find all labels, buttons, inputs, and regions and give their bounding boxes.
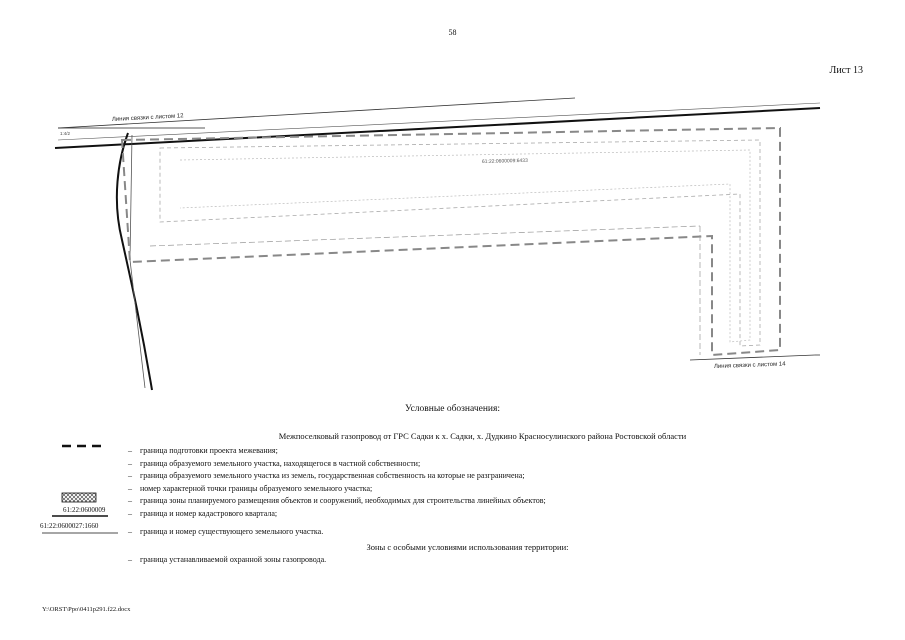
parcel-boundary-inner <box>160 140 760 346</box>
link-line-12 <box>58 98 575 128</box>
sheet-label: Лист 13 <box>829 65 863 76</box>
legend-item: – граница образуемого земельного участка из земель, государственная собственность на которые не разграничена; <box>128 471 525 480</box>
legend-item: – граница зоны планируемого размещения объектов и сооружений, необходимых для строительства линейных объектов; <box>128 496 546 505</box>
legend-item: – граница образуемого земельного участка, находящегося в частной собственности; <box>128 459 421 468</box>
page-number: 58 <box>448 28 457 37</box>
parcel-symbol-line <box>40 531 120 535</box>
link-line-14-label: Линия связки с листом 14 <box>713 361 786 370</box>
link-line-14 <box>690 355 815 360</box>
project-boundary-symbol <box>60 441 105 451</box>
legend-item: – граница и номер кадастрового квартала; <box>128 509 278 518</box>
project-boundary <box>122 128 780 355</box>
protection-zone-line <box>150 226 700 246</box>
small-label: 1:4/2 <box>60 131 71 136</box>
zones-title: Зоны с особыми условиями использования территории: <box>366 542 569 552</box>
quarter-symbol-label: 61:22:0600009 <box>63 506 106 514</box>
zone-placement-symbol <box>60 491 100 505</box>
zone-legend-item: – граница устанавливаемой охранной зоны газопровода. <box>128 555 327 564</box>
zone-boundary-inner <box>180 150 750 342</box>
legend-title: Условные обозначения: <box>404 404 500 414</box>
footer-file-path: Y:\ORST\Ppo\0411p291.f22.docx <box>42 606 131 613</box>
parcel-symbol-label: 61:22:0600027:1660 <box>40 522 99 530</box>
legend-item: – граница подготовки проекта межевания; <box>128 446 278 455</box>
quarter-label: 61:22:0600009:6433 <box>481 157 528 165</box>
quarter-symbol-line <box>50 513 110 519</box>
legend-subtitle: Межпоселковый газопровод от ГРС Садки к х. Садки, х. Дудкино Красносулинского района Ростовской области <box>278 431 687 441</box>
legend-item: – номер характерной точки границы образуемого земельного участка; <box>128 484 373 493</box>
legend-item: – граница и номер существующего земельного участка. <box>128 527 324 536</box>
link-line-12-label: Линия связки с листом 12 <box>111 113 184 123</box>
